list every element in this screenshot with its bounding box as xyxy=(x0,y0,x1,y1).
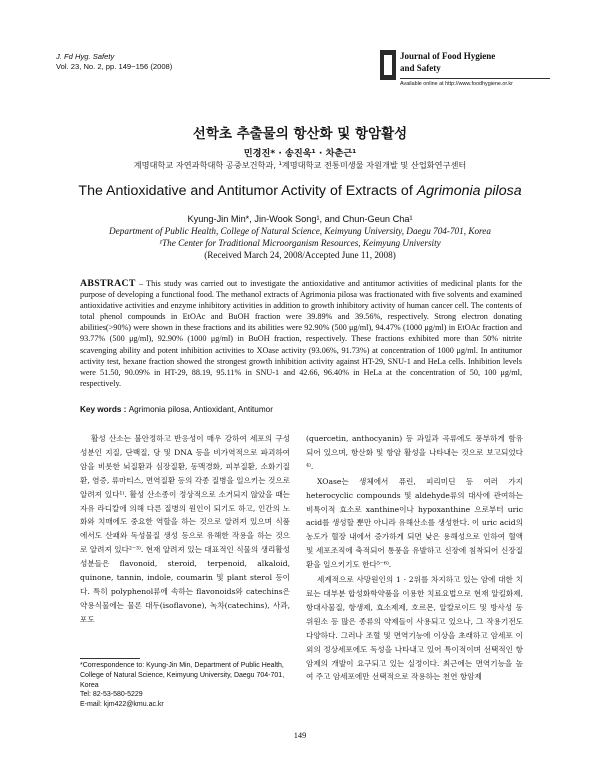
footnote-tel: Tel: 82-53-580-5229 xyxy=(80,691,143,699)
footnote-email[interactable]: E-mail: kjm422@kmu.ac.kr xyxy=(80,701,164,709)
abstract xyxy=(80,278,522,389)
body-paragraph: (quercetin, anthocyanin) 등 과일과 곡류에도 풍부하게 함유되어 있으며, 항산화 및 항암 활성을 나타내는 것으로 보고되었다⁴⁾. xyxy=(306,434,523,471)
keywords-text: Agrimonia pilosa, Antioxidant, Antitumor xyxy=(128,405,273,414)
body-paragraph: XOase는 생체에서 퓨린, 피리미딘 등 여러 가지 heterocyclic compounds 및 aldehyde류의 대사에 관여하는 비특이적 효소로 xanthine이나 hypoxanthine 으로부터 uric acid를 생성할 뿐만 아니라 유해산소를 생성한다. 이 uric acid의 농도가 혈장 내에서 증가하게 되면 낮은 용해성으로 인하여 혈액 및 세포조직에 축적되어 통풍을 유발하고 신장에 침착되어 신장질환을 일으키기도 한다⁵⁻⁶⁾. xyxy=(306,476,523,570)
journal-logo-icon xyxy=(380,50,396,80)
journal-box-title xyxy=(400,50,495,74)
page-number: 149 xyxy=(293,731,307,740)
footnote-divider xyxy=(80,658,140,659)
english-affiliation-2: ¹The Center for Traditional Microorganism Resources, Keimyung University xyxy=(159,237,441,248)
received-dates: (Received March 24, 2008/Accepted June 11, 2008) xyxy=(204,250,396,260)
english-affiliation-1: Department of Public Health, College of Natural Science, Keimyung University, Daegu 704-701, Korea xyxy=(109,226,491,236)
korean-title: 선학초 추출물의 항산화 및 항암활성 xyxy=(192,126,408,142)
correspondence-footnote xyxy=(80,661,292,710)
journal-abbrev: J. Fd Hyg. Safety xyxy=(56,52,115,61)
body-paragraph: 활성 산소는 불안정하고 반응성이 매우 강하여 세포의 구성 성분인 지질, 단백질, 당 및 DNA 등을 비가역적으로 파괴하여 암을 비롯한 뇌질환과 심장질환, 동맥경화, 피부질환, 소화기질환, 염증, 류마티스, 면역질환 등의 각종 질병을 일으키는 것으로 알려져 있다¹⁾. 활성 산소종이 정상적으로 소거되지 않았을 때는 자유 라디칼에 의해 다른 질병의 원인이 되기도 하고, 인간의 노화와 치매에도 중요한 역할을 하는 것으로 알려져 있으며 식품에서도 산패와 독성물질 생성 등으로 유해한 작용을 하는 것으로 알려져 있다²⁻³⁾. 현재 알려져 있는 대표적인 식물의 생리활성 성분들은 flavonoid, steroid, terpenoid, alkaloid, quinone, tannin, indole, coumarin 및 plant sterol 등이다. 특히 polyphenol류에 속하는 flavonoids와 catechins은 약용식물에는 물론 대두(isoflavone), 녹차(catechins), 사과, 포도 xyxy=(80,434,290,624)
keywords-label: Key words : xyxy=(80,405,129,414)
journal-logo-box xyxy=(380,48,552,98)
abstract-heading: ABSTRACT xyxy=(80,278,136,289)
body-column-right xyxy=(306,432,523,685)
keywords xyxy=(80,405,522,414)
english-title-main: The Antioxidative and Antitumor Activity of Extracts of xyxy=(78,183,417,199)
korean-affiliation: 계명대학교 자연과학대학 공중보건학과, ¹계명대학교 전통미생물 자원개발 및 산업화연구센터 xyxy=(133,160,467,170)
journal-url[interactable]: Available online at http://www.foodhygiene.or.kr xyxy=(400,81,513,87)
journal-box-title-line1: Journal of Food Hygiene xyxy=(400,51,496,61)
korean-authors: 민경진* · 송진욱¹ · 차춘근¹ xyxy=(243,148,357,159)
english-affiliation xyxy=(0,226,600,249)
journal-box-title-line2: and Safety xyxy=(400,63,441,73)
volume-pages: Vol. 23, No. 2, pp. 149~156 (2008) xyxy=(56,62,173,71)
journal-citation xyxy=(56,52,172,72)
body-column-left xyxy=(80,432,290,627)
english-title xyxy=(0,183,600,199)
journal-box-rule xyxy=(400,78,550,79)
footnote-correspondence: *Correspondence to: Kyung-Jin Min, Department of Public Health, College of Natural Science, Keimyung University, Daegu 704-701, Korea xyxy=(80,662,285,689)
body-paragraph: 세계적으로 사망원인의 1 · 2위를 차지하고 있는 암에 대한 치료는 대부분 합성화학약품을 이용한 치료요법으로 현재 알킬화제, 항대사물질, 항생제, 효소제제, 호르몬, 알칼로이드 및 방사성 동위원소 등 많은 종류의 약제들이 사용되고 있으나, 그 작용기전도 다양하다. 그러나 조혈 및 면역기능에 이상을 초래하고 암세포 이외의 정상세포에도 독성을 나타내고 있어 특이적이며 선택적인 항암제의 개발이 요구되고 있는 실정이다. 최근에는 면역기능을 높여 주고 암세포에만 선택적으로 작용하는 천연 항암제 xyxy=(306,575,523,682)
abstract-text: – This study was carried out to investigate the antioxidative and antitumor activities of medicinal plants for the purpose of developing a functional food. The methanol extracts of Agrimonia pilosa was fractionated with five solvents and examined antioxidative activities and enzyme inhibitory activities in addition to growth inhibitory activity of human cancer cell. The contents of total phenol compounds in EtOAc and BuOH fraction were 39.89% and 39.56%, respectively. Strong electron donating abilities(>90%) were shown in these fractions and its abilities were 92.90% (500 μg/ml), 94.47% (1000 μg/ml) in EtOAc fraction and 93.77% (500 μg/ml), 92.90% (1000 μg/ml) in BuOH fraction, respectively. These fractions exhibited more than 50% nitrite scavenging ability and potent inhibition activities to XOase activity (93.06%, 91.73%) at concentration of 1000 μg/ml. In antitumor activity test, hexane fraction showed the strongest growth inhibition activity against HT-29, SNU-1 and HeLa cells. Inhibition levels were 51.50, 90.09% in HT-29, 88.19, 95.11% in SNU-1 and 42.66, 96.40% in HeLa at the concentration of 50, 100 μg/ml, respectively. xyxy=(80,279,522,388)
english-title-species: Agrimonia pilosa xyxy=(416,183,522,199)
english-authors: Kyung-Jin Min*, Jin-Wook Song¹, and Chun-Geun Cha¹ xyxy=(187,214,413,224)
